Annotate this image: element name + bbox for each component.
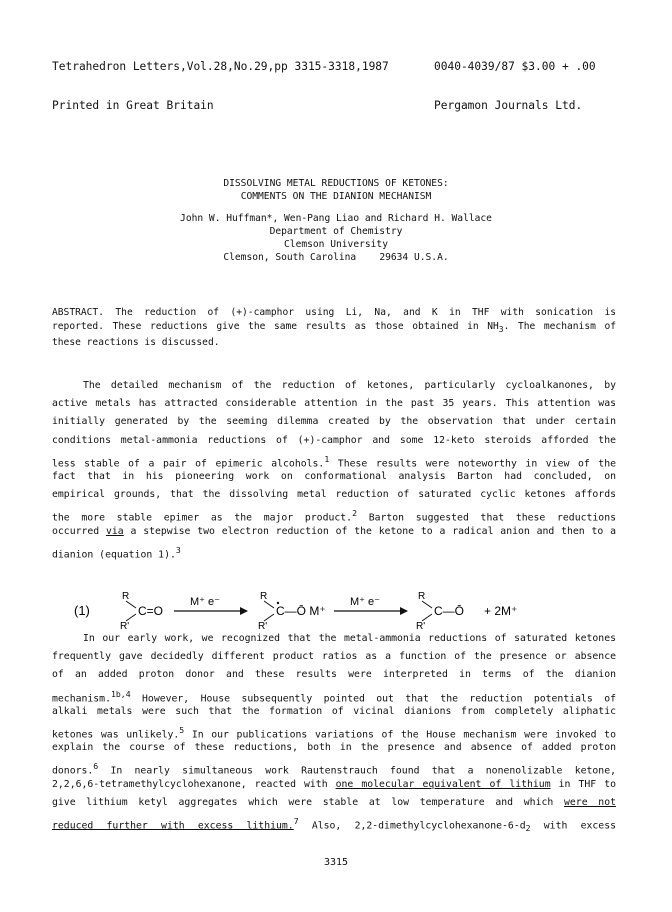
ketyl-r2: R' (258, 621, 268, 632)
equation-diagram (52, 585, 616, 635)
price-line-2: Pergamon Journals Ltd. (434, 99, 583, 112)
paragraph-1 (52, 377, 616, 559)
p1-l8a: the more stable epimer as the major product. (52, 512, 353, 524)
arrow-2-head (400, 607, 408, 615)
ref-6: 6 (93, 761, 99, 772)
abstract-text-1: The reduction of (+)-camphor using Li, Na, and K in THF with sonication is (115, 307, 616, 318)
p2-l6a: ketones was unlikely. (52, 729, 180, 741)
bond-dianion-r2 (422, 614, 432, 621)
ref-7: 7 (293, 815, 299, 826)
p1-line-3: initially generated by the seeming dilemma created by the observation that under certain (52, 416, 616, 428)
ketyl-r1: R (260, 591, 268, 602)
p2-l9-underlined: one molecular equivalent of lithium (335, 778, 551, 790)
p2-line-9 (52, 776, 616, 794)
ketyl: C—Ō M⁺ (276, 604, 326, 618)
abstract-line-1 (52, 306, 616, 320)
p2-line-3: of an added proton donor and these results were interpreted in terms of the dianion (52, 669, 616, 681)
ketone-carbonyl: C=O (138, 604, 164, 618)
arrow-1-head (240, 607, 248, 615)
plus-metal: + 2M⁺ (484, 604, 518, 618)
dianion-r2: R' (416, 621, 426, 632)
p2-l11-underlined: reduced further with excess lithium. (52, 820, 294, 832)
price-info (434, 34, 596, 125)
p2-l9b: in THF to (550, 778, 616, 790)
p2-l8b: In nearly simultaneous work Rautenstrauch found that a nonenolizable ketone, (98, 765, 616, 777)
p2-l10a: give lithium ketyl aggregates which were stable at low temperature and which (52, 796, 564, 808)
bond-dianion-r1 (422, 601, 432, 608)
p1-line-4: conditions metal-ammonia reductions of (+)-camphor and some 12-keto steroids afforded the (52, 434, 616, 446)
p2-line-11 (52, 812, 616, 834)
title-line-2: COMMENTS ON THE DIANION MECHANISM (240, 191, 432, 202)
reagent-2: M⁺ e⁻ (350, 596, 380, 608)
ref-3: 3 (175, 544, 181, 555)
p1-line-6: fact that in his pioneering work on conformational analysis Barton had concluded, on (52, 470, 616, 482)
abstract-line-2 (52, 320, 616, 336)
p1-line-1: The detailed mechanism of the reduction of ketones, particularly cycloalkanones, by (83, 380, 616, 391)
p1-line-9 (52, 523, 616, 541)
citation-line-2: Printed in Great Britain (52, 99, 214, 112)
p1-line-2: active metals has attracted considerable attention in the past 35 years. This attention was (52, 398, 616, 410)
bond-r1 (126, 601, 136, 608)
p2-line-6 (52, 721, 616, 739)
p1-l9b: a stepwise two electron reduction of the ketone to a radical anion and then to a (123, 525, 616, 537)
p1-line-10 (52, 541, 616, 559)
ketone-r2: R' (120, 621, 130, 632)
bond-r2 (126, 614, 136, 621)
ketone-r1: R (122, 591, 130, 602)
p2-l11c: with excess (530, 820, 616, 832)
affiliation-city (0, 251, 672, 264)
p1-l5a: less stable of a pair of epimeric alcohols. (52, 458, 325, 470)
dianion-r1: R (418, 591, 426, 602)
ref-2: 2 (352, 508, 357, 519)
p2-line-7: explain the course of these reductions, both in the presence and absence of added proton (52, 742, 616, 754)
p1-l10a: dianion (equation 1). (52, 548, 176, 560)
price-line-1: 0040-4039/87 $3.00 + .00 (434, 60, 596, 73)
abstract-text-2b: . The mechanism of (503, 320, 617, 332)
p2-line-4 (52, 685, 616, 703)
affiliation-zip: 29634 U.S.A. (379, 252, 449, 263)
p2-line-10 (52, 794, 616, 812)
equation-number: (1) (74, 603, 90, 618)
p2-l9a: 2,2,6,6-tetramethylcyclohexanone, reacted with (52, 778, 336, 790)
via-underlined: via (106, 525, 124, 537)
p2-line-5: alkali metals were such that the formation of vicinal dianions from completely aliphatic (52, 705, 616, 717)
abstract-text-2a: reported. These reductions give the same results as those obtained in NH (52, 320, 499, 332)
p2-l10-underlined: were not (564, 796, 617, 808)
p2-line-2: frequently gave decidedly different product ratios as a function of the presence or absence (52, 651, 616, 663)
p2-l8a: donors. (52, 765, 94, 777)
ref-1b-4: 1b,4 (110, 688, 131, 699)
affiliation-dept: Department of Chemistry (269, 226, 403, 237)
p2-line-1: In our early work, we recognized that the metal-ammonia reductions of saturated ketones (83, 633, 616, 644)
paragraph-2 (52, 630, 617, 834)
abstract-label: ABSTRACT. (52, 307, 104, 318)
title-line-1: DISSOLVING METAL REDUCTIONS OF KETONES: (223, 178, 449, 189)
p2-l6b: In our publications variations of the House mechanism were invoked to (184, 729, 616, 741)
p2-l4a: mechanism. (52, 692, 111, 704)
abstract-sub: 3 (498, 324, 504, 334)
bond-ketyl-r2 (264, 614, 274, 621)
bond-ketyl-r1 (264, 601, 274, 608)
equation-1 (52, 585, 616, 635)
p2-l11b: Also, 2,2-dimethylcyclohexanone-6-d (298, 820, 526, 832)
p1-l5b: These results were noteworthy in view of the (329, 458, 617, 470)
p1-l9a: occurred (52, 525, 106, 537)
p2-line-8 (52, 757, 616, 775)
p1-line-5 (52, 450, 616, 468)
p1-line-7: empirical grounds, that the dissolving metal reduction of saturated cyclic ketones affords (52, 489, 616, 501)
affiliation-city-text: Clemson, South Carolina (223, 252, 357, 263)
affiliation-university: Clemson University (284, 239, 388, 250)
abstract-line-3: these reactions is discussed. (52, 336, 220, 348)
citation-line-1: Tetrahedron Letters,Vol.28,No.29,pp 3315-3318,1987 (52, 60, 389, 73)
journal-citation (52, 34, 389, 125)
dianion: C—Ō (434, 604, 464, 618)
ref-5: 5 (179, 724, 185, 735)
authors: John W. Huffman*, Wen-Pang Liao and Richard H. Wallace (180, 213, 492, 224)
p2-l4b: However, House subsequently pointed out that the reduction potentials of (130, 692, 616, 704)
abstract (52, 306, 616, 349)
deuterium-sub: 2 (525, 823, 531, 834)
p1-line-8 (52, 504, 616, 522)
reagent-1: M⁺ e⁻ (190, 596, 220, 608)
page-number: 3315 (323, 857, 349, 868)
p1-l8b: Barton suggested that these reductions (357, 512, 616, 524)
ref-1: 1 (324, 453, 330, 464)
